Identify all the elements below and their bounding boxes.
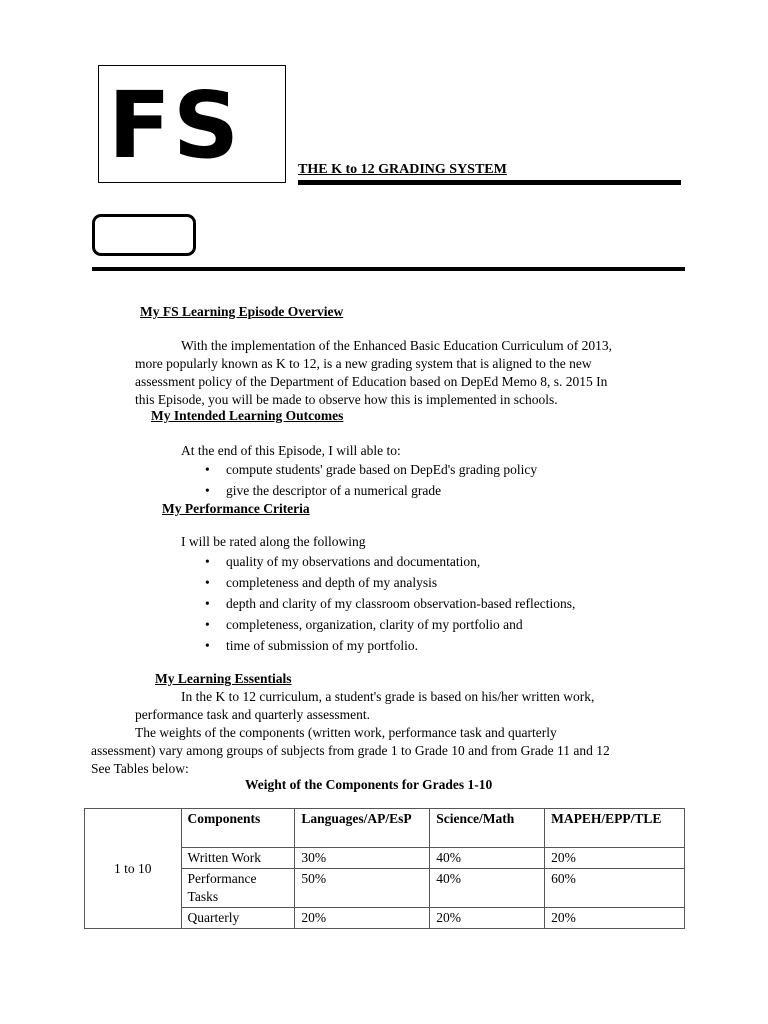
outcomes-intro: At the end of this Episode, I will able to: bbox=[181, 443, 401, 458]
table-cell: 20% bbox=[430, 908, 545, 929]
table-header-cell: MAPEH/EPP/TLE bbox=[545, 809, 685, 848]
fs-logo-text: FS bbox=[108, 72, 242, 179]
header-rule bbox=[92, 267, 685, 271]
essentials-line-2: performance task and quarterly assessment. bbox=[135, 707, 371, 722]
table-cell: 50% bbox=[295, 869, 430, 908]
table-cell: 20% bbox=[295, 908, 430, 929]
essentials-heading: My Learning Essentials bbox=[155, 671, 292, 686]
list-item: • completeness, organization, clarity of my portfolio and bbox=[181, 616, 661, 637]
weights-table bbox=[84, 808, 685, 929]
table-header-cell: Science/Math bbox=[430, 809, 545, 848]
table-cell: 40% bbox=[430, 869, 545, 908]
criteria-heading: My Performance Criteria bbox=[162, 501, 310, 516]
table-header-row bbox=[85, 809, 685, 848]
essentials-line-1: In the K to 12 curriculum, a student's grade is based on his/her written work, bbox=[181, 689, 595, 704]
essentials-line-5: See Tables below: bbox=[91, 761, 189, 776]
table-cell: Written Work bbox=[181, 848, 295, 869]
episode-number-box bbox=[92, 214, 196, 256]
overview-heading: My FS Learning Episode Overview bbox=[140, 304, 344, 319]
list-item: • give the descriptor of a numerical grade bbox=[181, 482, 661, 503]
essentials-line-3: The weights of the components (written work, performance task and quarterly bbox=[135, 725, 557, 740]
overview-line-3: assessment policy of the Department of Education based on DepEd Memo 8, s. 2015 In bbox=[135, 374, 608, 389]
list-item: • depth and clarity of my classroom observation-based reflections, bbox=[181, 595, 661, 616]
table-cell: 30% bbox=[295, 848, 430, 869]
list-item: • compute students' grade based on DepEd's grading policy bbox=[181, 461, 661, 482]
list-item: • quality of my observations and documentation, bbox=[181, 553, 661, 574]
outcomes-list bbox=[181, 461, 661, 503]
grade-group-cell: 1 to 10 bbox=[85, 809, 182, 929]
essentials-line-4: assessment) vary among groups of subjects from grade 1 to Grade 10 and from Grade 11 and 12 bbox=[91, 743, 610, 758]
criteria-intro: I will be rated along the following bbox=[181, 534, 366, 549]
table-cell: 20% bbox=[545, 908, 685, 929]
document-title: THE K to 12 GRADING SYSTEM bbox=[298, 162, 507, 177]
criteria-list bbox=[181, 553, 661, 658]
title-rule bbox=[298, 180, 681, 185]
table-cell: 60% bbox=[545, 869, 685, 908]
table-title: Weight of the Components for Grades 1-10 bbox=[245, 777, 493, 792]
table-cell: 40% bbox=[430, 848, 545, 869]
table-cell: Quarterly bbox=[181, 908, 295, 929]
list-item: • completeness and depth of my analysis bbox=[181, 574, 661, 595]
overview-line-4: this Episode, you will be made to observe how this is implemented in schools. bbox=[135, 392, 558, 407]
overview-line-1: With the implementation of the Enhanced Basic Education Curriculum of 2013, bbox=[181, 338, 612, 353]
table-cell: 20% bbox=[545, 848, 685, 869]
table-cell: Performance Tasks bbox=[181, 869, 295, 908]
list-item: • time of submission of my portfolio. bbox=[181, 637, 661, 658]
table-header-cell: Components bbox=[181, 809, 295, 848]
table-header-cell: Languages/AP/EsP bbox=[295, 809, 430, 848]
outcomes-heading: My Intended Learning Outcomes bbox=[151, 408, 344, 423]
overview-line-2: more popularly known as K to 12, is a new grading system that is aligned to the new bbox=[135, 356, 592, 371]
